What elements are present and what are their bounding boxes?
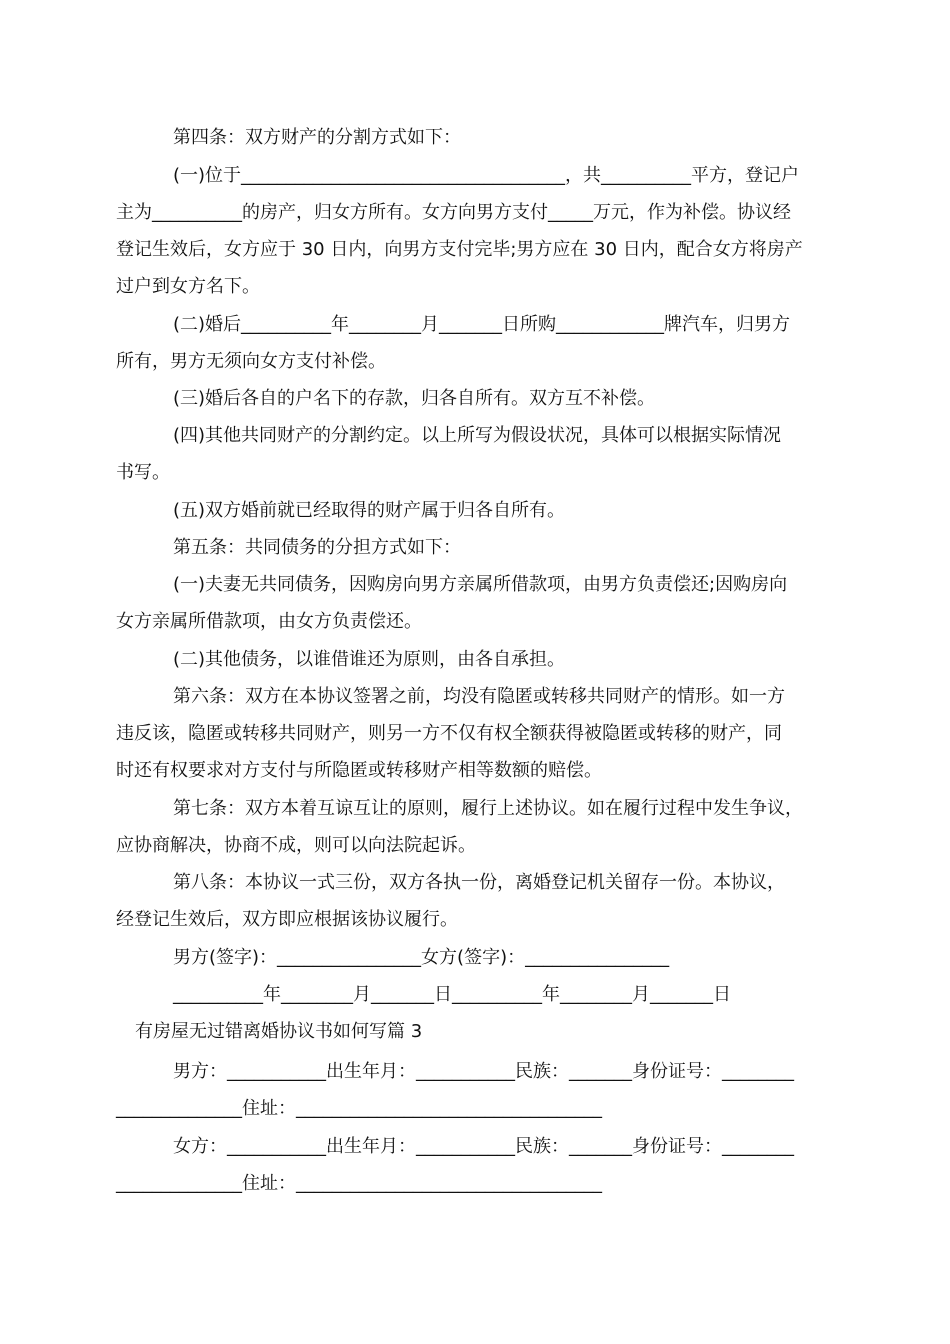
text-line: 应协商解决，协商不成，则可以向法院起诉。	[116, 835, 476, 856]
signature-line: 男方(签字)：________________女方(签字)：________________	[173, 947, 670, 968]
text-line: 所有，男方无须向女方支付补偿。	[116, 351, 386, 372]
article-6-paragraph: 第六条：双方在本协议签署之前，均没有隐匿或转移共同财产的情形。如一方	[173, 686, 785, 707]
female-info-line: 女方：___________出生年月：___________民族：_______身份证号：________	[173, 1136, 794, 1157]
female-address-line: ______________住址：__________________________________	[116, 1173, 602, 1194]
text-line: (二)其他债务，以谁借谁还为原则，由各自承担。	[173, 649, 566, 670]
text-line: 违反该，隐匿或转移共同财产，则另一方不仅有权全额获得被隐匿或转移的财产，同	[116, 723, 782, 744]
male-address-line: ______________住址：__________________________________	[116, 1098, 602, 1119]
text-line: 时还有权要求对方支付与所隐匿或转移财产相等数额的赔偿。	[116, 760, 602, 781]
section-title: 有房屋无过错离婚协议书如何写篇 3	[135, 1021, 423, 1042]
text-line: 书写。	[116, 462, 170, 483]
date-line: __________年________月_______日__________年________月_______日	[173, 984, 731, 1005]
article-5-heading: 第五条：共同债务的分担方式如下：	[173, 537, 461, 558]
male-info-line: 男方：___________出生年月：___________民族：_______身份证号：________	[173, 1061, 794, 1082]
text-line: (三)婚后各自的户名下的存款，归各自所有。双方互不补偿。	[173, 388, 656, 409]
text-line: (四)其他共同财产的分割约定。以上所写为假设状况，具体可以根据实际情况	[173, 425, 782, 446]
text-line: 经登记生效后，双方即应根据该协议履行。	[116, 909, 458, 930]
text-line: 女方亲属所借款项，由女方负责偿还。	[116, 611, 422, 632]
text-line: (一)夫妻无共同债务，因购房向男方亲属所借款项，由男方负责偿还;因购房向	[173, 574, 788, 595]
article-8-paragraph: 第八条：本协议一式三份，双方各执一份，离婚登记机关留存一份。本协议，	[173, 872, 785, 893]
text-line: (二)婚后__________年________月_______日所购____________牌汽车，归男方	[173, 314, 791, 335]
text-line: 过户到女方名下。	[116, 276, 260, 297]
text-line: 主为__________的房产，归女方所有。女方向男方支付_____万元，作为补偿。协议经	[116, 202, 791, 223]
article-4-heading: 第四条：双方财产的分割方式如下：	[173, 127, 461, 148]
article-7-paragraph: 第七条：双方本着互谅互让的原则，履行上述协议。如在履行过程中发生争议，	[173, 798, 803, 819]
text-line: (五)双方婚前就已经取得的财产属于归各自所有。	[173, 500, 566, 521]
text-line: 登记生效后，女方应于 30 日内，向男方支付完毕;男方应在 30 日内，配合女方将房产	[116, 239, 803, 260]
text-line: (一)位于____________________________________，共__________平方，登记户	[173, 165, 800, 186]
